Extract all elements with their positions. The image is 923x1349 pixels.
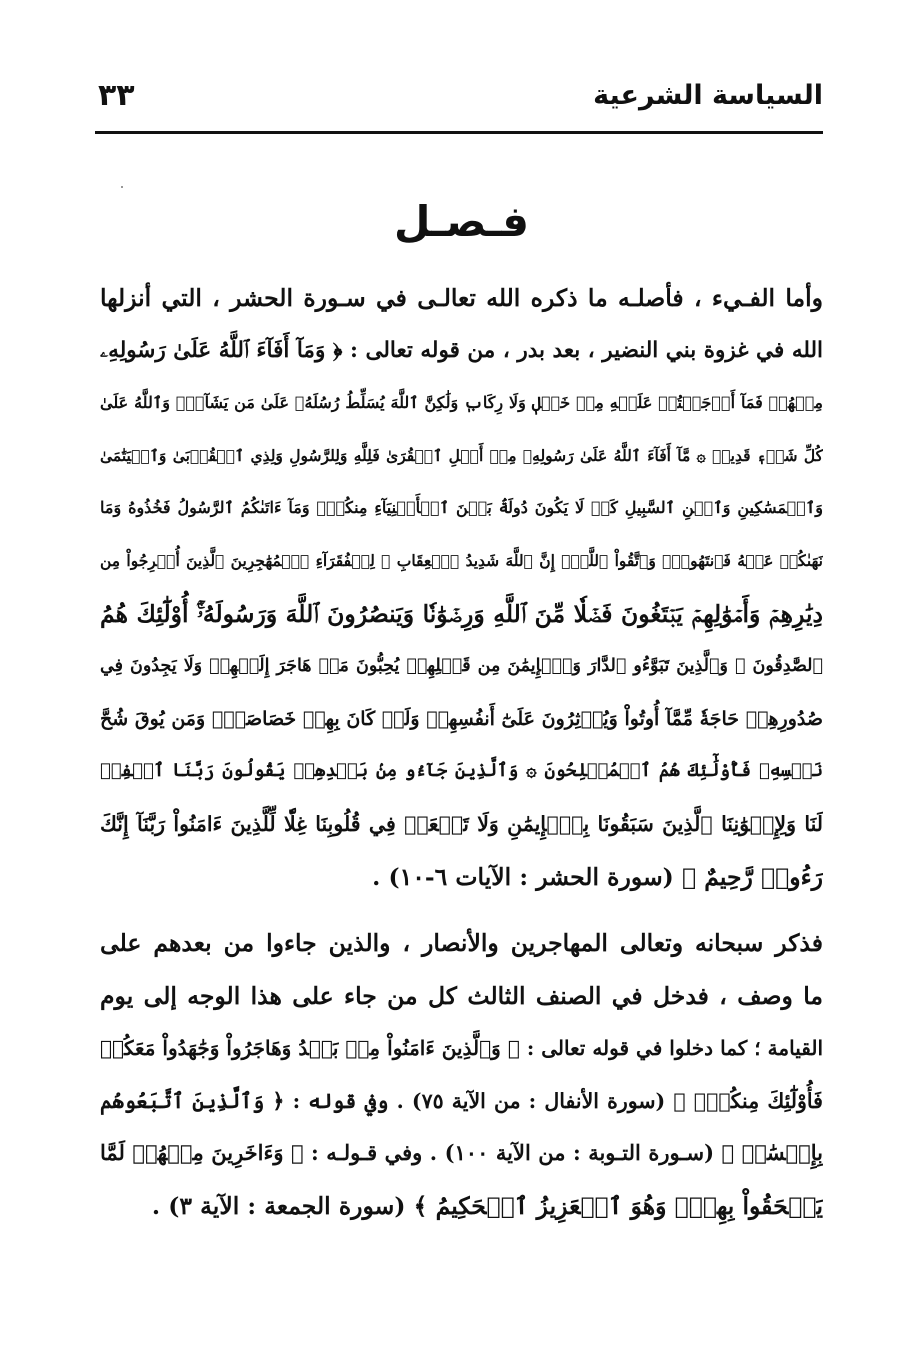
section-title: فـصـل <box>393 197 530 246</box>
text-line: رَءُوفٞ رَّحِيمٌ ﴾ (سورة الحشر : الآيات ٦-١٠) . <box>372 862 823 891</box>
text-line: فذكر سبحانه وتعالى المهاجرين والأنصار ، والذين جاءوا من بعدهم على <box>100 929 823 957</box>
running-header <box>98 76 823 120</box>
text-line: بِإِحۡسَٰنٖ ﴾ (سـورة التـوبة : من الآية ١٠٠) . وفي قـولـه : ﴿ وَءَاخَرِينَ مِنۡهُمۡ لَمَّا <box>100 1140 823 1166</box>
running-header-title: السياسة الشرعية <box>593 80 823 111</box>
paragraph-1 <box>100 272 823 903</box>
text-line: نَفۡسِهِۦ فَأُوْلَٰٓئِكَ هُمُ ٱلۡمُفۡلِحُونَ ۞ وَٱلَّذِينَ جَآءُو مِنۢ بَعۡدِهِمۡ يَقُولُونَ رَبَّنَا ٱغۡفِرۡ <box>100 760 823 782</box>
text-line: نَهَىٰكُمۡ عَنۡهُ فَٱنتَهُواْۚ وَٱتَّقُواْ ٱللَّهَۖ إِنَّ ٱللَّهَ شَدِيدُ ٱلۡعِقَابِ ۞ لِلۡفُقَرَآءِ ٱلۡمُهَٰجِرِينَ ٱلَّذِينَ أُخۡرِجُواْ مِن <box>100 550 823 570</box>
text-line: ما وصف ، فدخل في الصنف الثالث كل من جاء على هذا الوجه إلى يوم <box>100 981 823 1010</box>
text-line: لَنَا وَلِإِخۡوَٰنِنَا ٱلَّذِينَ سَبَقُونَا بِٱلۡإِيمَٰنِ وَلَا تَجۡعَلۡ فِي قُلُوبِنَا غِلّٗا لِّلَّذِينَ ءَامَنُواْ رَبَّنَآ إِنَّكَ <box>100 811 823 836</box>
text-line: القيامة ؛ كما دخلوا في قوله تعالى : ﴿ وَٱلَّذِينَ ءَامَنُواْ مِنۢ بَعۡدُ وَهَاجَرُواْ وَجَٰهَدُواْ مَعَكُمۡ <box>100 1036 823 1061</box>
text-line: وَٱلۡمَسَٰكِينِ وَٱبۡنِ ٱلسَّبِيلِ كَيۡ لَا يَكُونَ دُولَةَۢ بَيۡنَ ٱلۡأَغۡنِيَآءِ مِنكُمۡۚ وَمَآ ءَاتَىٰكُمُ ٱلرَّسُولُ فَخُذُوهُ وَمَا <box>100 498 823 518</box>
page-number: ٣٣ <box>98 78 135 113</box>
text-line: مِنۡهُمۡ فَمَآ أَوۡجَفۡتُمۡ عَلَيۡهِ مِنۡ خَيۡلٖ وَلَا رِكَابٖ وَلَٰكِنَّ ٱللَّهَ يُسَلِّطُ رُسُلَهُۥ عَلَىٰ مَن يَشَآءُۚ وَٱللَّهُ عَلَىٰ <box>100 393 823 413</box>
text-line: ٱلصَّٰدِقُونَ ۞ وَٱلَّذِينَ تَبَوَّءُو ٱلدَّارَ وَٱلۡإِيمَٰنَ مِن قَبۡلِهِمۡ يُحِبُّونَ مَنۡ هَاجَرَ إِلَيۡهِمۡ وَلَا يَجِدُونَ فِي <box>100 656 823 677</box>
text-line: وأما الفـيء ، فأصلـه ما ذكره الله تعالـى في سـورة الحشر ، التي أنزلها <box>100 284 823 312</box>
header-rule <box>95 131 823 134</box>
text-line: كُلِّ شَيۡءٖ قَدِيرٞ ۞ مَّآ أَفَآءَ ٱللَّهُ عَلَىٰ رَسُولِهِۦ مِنۡ أَهۡلِ ٱلۡقُرَىٰ فَلِلَّهِ وَلِلرَّسُولِ وَلِذِي ٱلۡقُرۡبَىٰ وَٱلۡيَتَٰمَىٰ <box>100 445 823 465</box>
text-line: صُدُورِهِمۡ حَاجَةٗ مِّمَّآ أُوتُواْ وَيُؤۡثِرُونَ عَلَىٰٓ أَنفُسِهِمۡ وَلَوۡ كَانَ بِهِمۡ خَصَاصَةٞۚ وَمَن يُوقَ شُحَّ <box>100 707 823 730</box>
paragraph-2 <box>100 917 823 1233</box>
text-line: الله في غزوة بني النضير ، بعد بدر ، من قوله تعالى : ﴿ وَمَآ أَفَآءَ ٱللَّهُ عَلَىٰ رَسُولِهِۦ <box>100 337 823 363</box>
paper-speck <box>121 186 123 188</box>
text-line: دِيَٰرِهِمۡ وَأَمۡوَٰلِهِمۡ يَبۡتَغُونَ فَضۡلٗا مِّنَ ٱللَّهِ وَرِضۡوَٰنٗا وَيَنصُرُونَ ٱللَّهَ وَرَسُولَهُۥٓۚ أُوْلَٰٓئِكَ هُمُ <box>100 599 823 628</box>
text-line: يَلۡحَقُواْ بِهِمۡۚ وَهُوَ ٱلۡعَزِيزُ ٱلۡحَكِيمُ ﴾ (سورة الجمعة : الآية ٣) . <box>151 1191 823 1220</box>
text-line: فَأُوْلَٰٓئِكَ مِنكُمۡۚ ﴾ (سورة الأنفال : من الآية ٧٥) . وفي قوله : ﴿ وَٱلَّذِينَ ٱتَّبَعُوهُم <box>100 1088 823 1113</box>
